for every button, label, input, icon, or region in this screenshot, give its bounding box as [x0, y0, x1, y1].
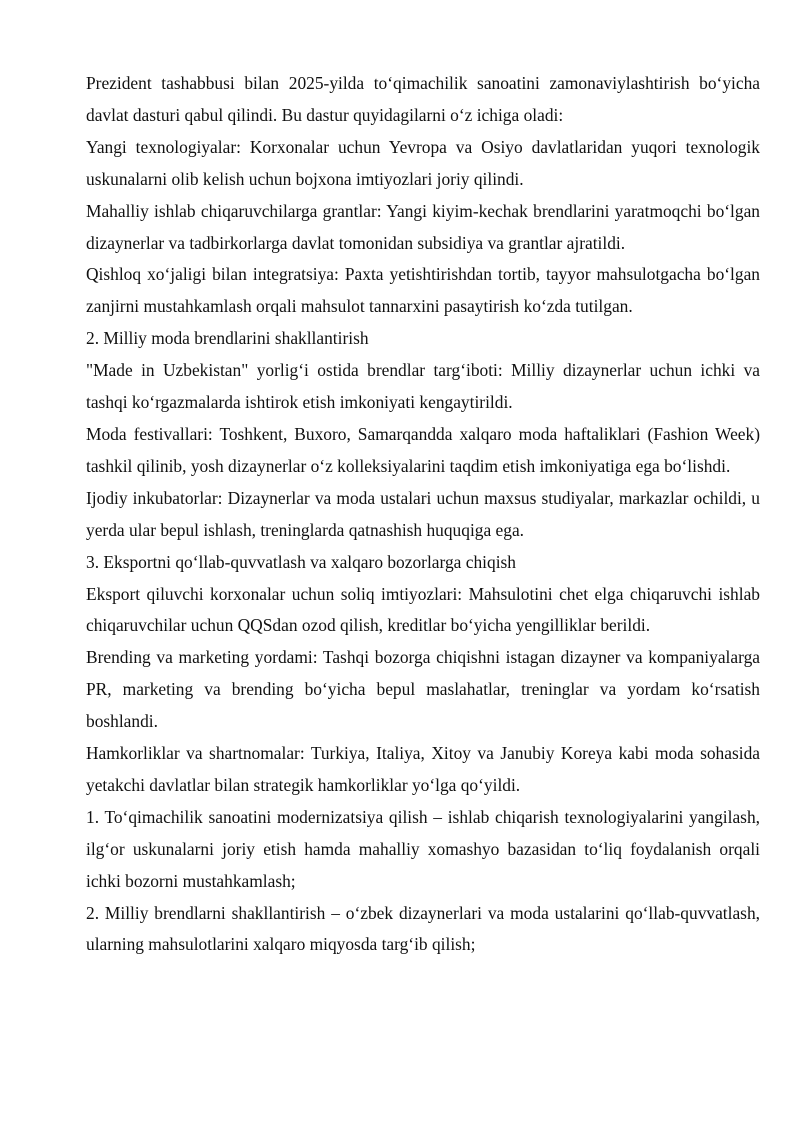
paragraph-modernization-item: 1. To‘qimachilik sanoatini modernizatsiya qilish – ishlab chiqarish texnologiyalarini yangilash, ilg‘or uskunalarni joriy etish hamda mahalliy xomashyo bazasidan to‘liq foydalanish orqali ichki bozorni mustahkamlash;: [86, 806, 760, 891]
paragraph-made-in-uzbekistan: "Made in Uzbekistan" yorlig‘i ostida brendlar targ‘iboti: Milliy dizaynerlar uchun ichki va tashqi ko‘rgazmalarda ishtirok etish imkoniyati kengaytirildi.: [86, 360, 760, 413]
section-heading-export-support: 3. Eksportni qo‘llab-quvvatlash va xalqaro bozorlarga chiqish: [86, 551, 516, 572]
paragraph-new-technologies: Yangi texnologiyalar: Korxonalar uchun Yevropa va Osiyo davlatlaridan yuqori texnologik uskunalarni olib kelish uchun bojxona imtiyozlari joriy qilindi.: [86, 136, 760, 189]
paragraph-fashion-festivals: Moda festivallari: Toshkent, Buxoro, Samarqandda xalqaro moda haftaliklari (Fashion Week) tashkil qilinib, yosh dizaynerlar o‘z kolleksiyalarini taqdim etish imkoniyatiga ega bo‘lishdi.: [86, 423, 760, 476]
paragraph-national-brands-item: 2. Milliy brendlarni shakllantirish – o‘zbek dizaynerlari va moda ustalarini qo‘llab-quvvatlash, ularning mahsulotlarini xalqaro miqyosda targ‘ib qilish;: [86, 902, 760, 955]
paragraph-branding-marketing: Brending va marketing yordami: Tashqi bozorga chiqishni istagan dizayner va kompaniyalarga PR, marketing va brending bo‘yicha bepul maslahatlar, treninglar va yordam ko‘rsatish boshlandi.: [86, 647, 760, 732]
paragraph-partnerships: Hamkorliklar va shartnomalar: Turkiya, Italiya, Xitoy va Janubiy Koreya kabi moda sohasida yetakchi davlatlar bilan strategik hamkorliklar yo‘lga qo‘yildi.: [86, 743, 760, 795]
paragraph-export-tax-benefits: Eksport qiluvchi korxonalar uchun soliq imtiyozlari: Mahsulotini chet elga chiqaruvchi ishlab chiqaruvchilar uchun QQSdan ozod qilish, kreditlar bo‘yicha yengilliklar berildi.: [86, 583, 760, 636]
paragraph-program-intro: Prezident tashabbusi bilan 2025-yilda to‘qimachilik sanoatini zamonaviylashtirish bo‘yicha davlat dasturi qabul qilindi. Bu dastur quyidagilarni o‘z ichiga oladi:: [86, 73, 760, 125]
paragraph-creative-incubators: Ijodiy inkubatorlar: Dizaynerlar va moda ustalari uchun maxsus studiyalar, markazlar ochildi, u yerda ular bepul ishlash, treninglarda qatnashish huquqiga ega.: [86, 487, 760, 540]
paragraph-local-grants: Mahalliy ishlab chiqaruvchilarga grantlar: Yangi kiyim-kechak brendlarini yaratmoqchi bo‘lgan dizaynerlar va tadbirkorlarga davlat tomonidan subsidiya va grantlar ajratildi.: [86, 200, 760, 253]
section-heading-national-brands: 2. Milliy moda brendlarini shakllantirish: [86, 328, 369, 349]
document-page: [86, 68, 760, 961]
paragraph-agriculture-integration: Qishloq xo‘jaligi bilan integratsiya: Paxta yetishtirishdan tortib, tayyor mahsulotgacha bo‘lgan zanjirni mustahkamlash orqali mahsulot tannarxini pasaytirish ko‘zda tutilgan.: [86, 264, 760, 317]
